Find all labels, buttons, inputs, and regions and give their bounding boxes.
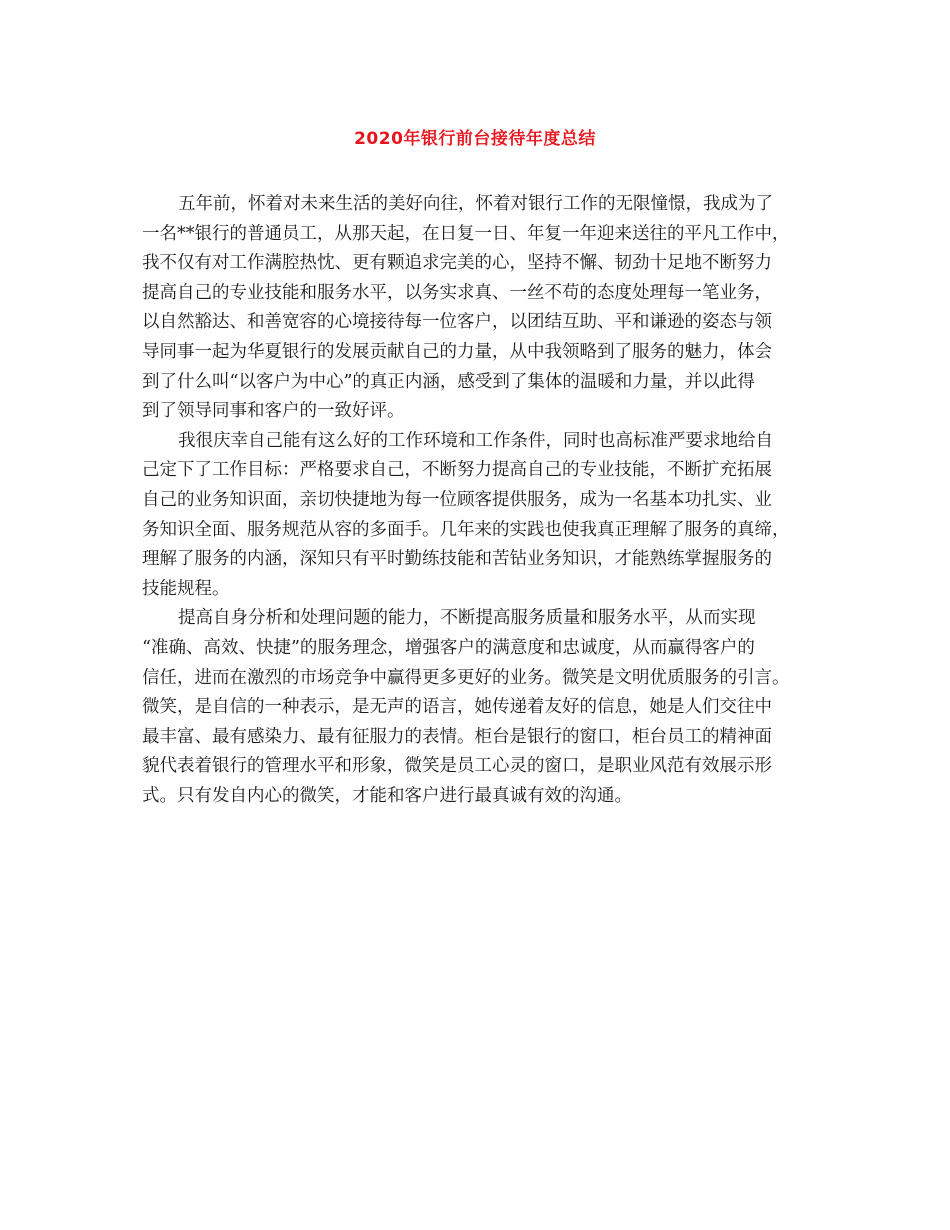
text-line: 提高自己的专业技能和服务水平，以务实求真、一丝不苟的态度处理每一笔业务， <box>142 282 772 303</box>
document-title: 2020年银行前台接待年度总结 <box>354 129 596 149</box>
text-line: 务知识全面、服务规范从容的多面手。几年来的实践也使我真正理解了服务的真缔， <box>142 519 790 540</box>
text-line: 到了什么叫“以客户为中心”的真正内涵，感受到了集体的温暖和力量，并以此得 <box>142 371 755 392</box>
text-line: 一名**银行的普通员工，从那天起，在日复一日、年复一年迎来送往的平凡工作中， <box>142 223 790 244</box>
document-body <box>142 190 820 811</box>
text-line: 理解了服务的内涵，深知只有平时勤练技能和苦钻业务知识，才能熟练掌握服务的 <box>142 549 772 570</box>
text-line: 我很庆幸自己能有这么好的工作环境和工作条件，同时也高标准严要求地给自 <box>178 430 773 451</box>
text-line: 己定下了工作目标：严格要求自己，不断努力提高自己的专业技能，不断扩充拓展 <box>142 460 772 481</box>
text-line: 自己的业务知识面，亲切快捷地为每一位顾客提供服务，成为一名基本功扎实、业 <box>142 489 772 510</box>
text-line: 提高自身分析和处理问题的能力，不断提高服务质量和服务水平，从而实现 <box>178 608 756 629</box>
text-line: “准确、高效、快捷”的服务理念，增强客户的满意度和忠诚度，从而赢得客户的 <box>142 637 755 658</box>
text-line: 到了领导同事和客户的一致好评。 <box>142 401 405 422</box>
text-line: 以自然豁达、和善宽容的心境接待每一位客户，以团结互助、平和谦逊的姿态与领 <box>142 312 772 333</box>
text-line: 微笑，是自信的一种表示，是无声的语言，她传递着友好的信息，她是人们交往中 <box>142 697 772 718</box>
text-line: 貌代表着银行的管理水平和形象，微笑是员工心灵的窗口，是职业风范有效展示形 <box>142 756 772 777</box>
text-line: 最丰富、最有感染力、最有征服力的表情。柜台是银行的窗口，柜台员工的精神面 <box>142 726 772 747</box>
text-line: 信任，进而在激烈的市场竞争中赢得更多更好的业务。微笑是文明优质服务的引言。 <box>142 667 790 688</box>
text-line: 技能规程。 <box>142 578 230 599</box>
text-line: 导同事一起为华夏银行的发展贡献自己的力量，从中我领略到了服务的魅力，体会 <box>142 341 772 362</box>
text-line: 五年前，怀着对未来生活的美好向往，怀着对银行工作的无限憧憬，我成为了 <box>178 194 773 214</box>
text-line: 我不仅有对工作满腔热忱、更有颗追求完美的心，坚持不懈、韧劲十足地不断努力 <box>142 253 772 274</box>
text-line: 式。只有发自内心的微笑，才能和客户进行最真诚有效的沟通。 <box>142 785 632 806</box>
